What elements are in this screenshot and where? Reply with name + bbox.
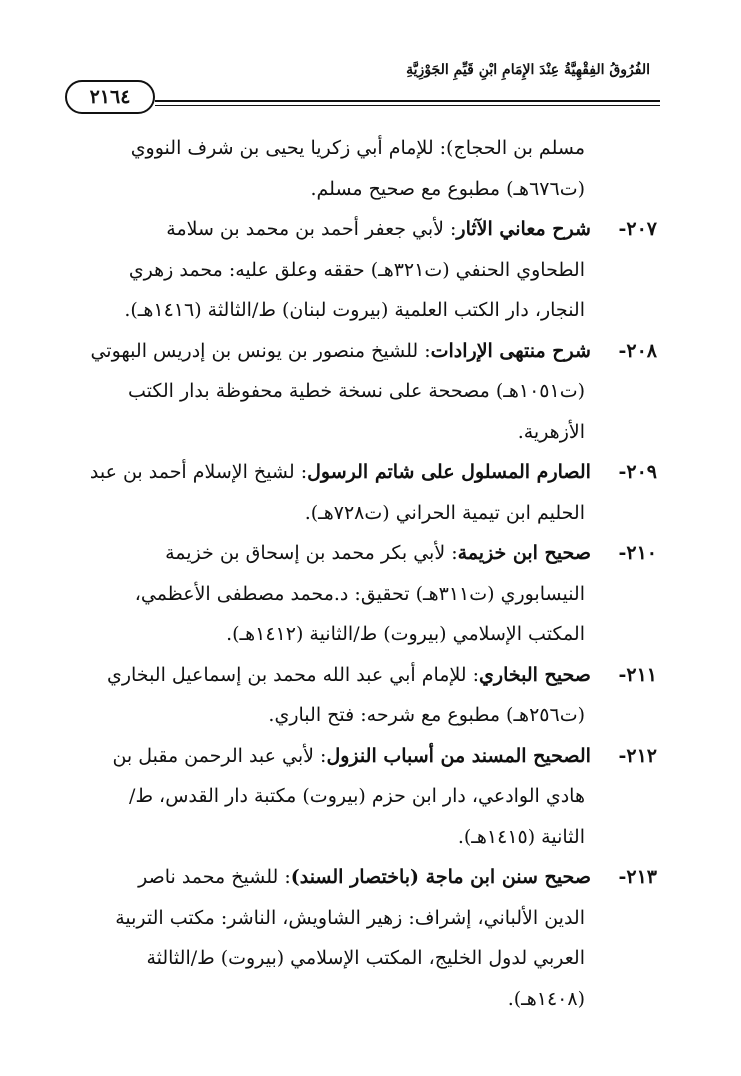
entry-text: العربي لدول الخليج، المكتب الإسلامي (بيروت) ط/الثالثة [146, 947, 585, 969]
bibliography-entry-continuation [75, 128, 657, 169]
entry-number: ٢١١- [618, 663, 657, 686]
entry-title: صحيح سنن ابن ماجة (باختصار السند) [290, 866, 591, 888]
bibliography-entry-continuation [75, 493, 657, 534]
entry-text: الطحاوي الحنفي (ت٣٢١هـ) حققه وعلق عليه: محمد زهري [128, 258, 585, 281]
bibliography-entry-continuation [75, 290, 657, 331]
bibliography-entry-continuation [75, 776, 657, 817]
entry-number: ٢١٢- [618, 744, 657, 767]
entry-text: الثانية (١٤١٥هـ). [457, 825, 585, 848]
page-number: ٢١٦٤ [65, 80, 155, 114]
bibliography-entry-first-line [75, 331, 657, 372]
bibliography-entry-continuation [75, 979, 657, 1020]
entry-number: ٢٠٨- [618, 339, 657, 362]
bibliography-entry-first-line [75, 533, 657, 574]
bibliography-entry-continuation [75, 898, 657, 939]
entry-text: : للشيخ محمد ناصر [138, 866, 291, 888]
entry-text: النيسابوري (ت٣١١هـ) تحقيق: د.محمد مصطفى الأعظمي، [134, 582, 585, 605]
bibliography-entry-continuation [75, 169, 657, 210]
entry-title: الصارم المسلول على شاتم الرسول [307, 461, 591, 483]
bibliography-entry-continuation [75, 250, 657, 291]
entry-text: : لأبي بكر محمد بن إسحاق بن خزيمة [165, 542, 458, 564]
entry-number: ٢١٠- [618, 542, 657, 564]
bibliography-entry-first-line [75, 655, 657, 696]
entry-title: شرح معاني الآثار [456, 218, 591, 240]
bibliography-entry-continuation [75, 371, 657, 412]
entry-text: الدين الألباني، إشراف: زهير الشاويش، الناشر: مكتب التربية [115, 906, 585, 929]
bibliography-list [75, 128, 657, 1019]
bibliography-entry-first-line [75, 857, 657, 898]
bibliography-entry-first-line [75, 452, 657, 493]
bibliography-entry-continuation [75, 817, 657, 858]
entry-text: الأزهرية. [517, 420, 585, 443]
entry-text: : لأبي عبد الرحمن مقبل بن [112, 744, 327, 767]
entry-text: : للشيخ منصور بن يونس بن إدريس البهوتي [90, 339, 431, 362]
entry-text: (ت١٠٥١هـ) مصححة على نسخة خطية محفوظة بدار الكتب [127, 380, 585, 402]
bibliography-entry-continuation [75, 412, 657, 453]
entry-text: (ت٢٥٦هـ) مطبوع مع شرحه: فتح الباري. [268, 704, 585, 726]
entry-text: المكتب الإسلامي (بيروت) ط/الثانية (١٤١٢هـ). [226, 623, 585, 645]
entry-number: ٢١٣- [618, 866, 657, 888]
entry-title: صحيح البخاري [479, 663, 591, 686]
bibliography-entry-continuation [75, 614, 657, 655]
entry-text: هادي الوادعي، دار ابن حزم (بيروت) مكتبة دار القدس، ط/ [129, 785, 585, 807]
bibliography-entry-continuation [75, 938, 657, 979]
entry-title: شرح منتهى الإرادات [430, 339, 591, 362]
bibliography-entry-first-line [75, 736, 657, 777]
bibliography-entry-continuation [75, 695, 657, 736]
entry-title: الصحيح المسند من أسباب النزول [326, 744, 591, 767]
entry-number: ٢٠٩- [618, 461, 657, 483]
entry-text: مسلم بن الحجاج): للإمام أبي زكريا يحيى بن شرف النووي [130, 137, 585, 159]
header-rule [155, 100, 660, 106]
entry-text: (١٤٠٨هـ). [507, 987, 585, 1010]
entry-text: : لأبي جعفر أحمد بن محمد بن سلامة [166, 218, 457, 240]
bibliography-entry-first-line [75, 209, 657, 250]
entry-text: (ت٦٧٦هـ) مطبوع مع صحيح مسلم. [310, 177, 585, 200]
running-head: الفُرُوقُ الفِقْهِيَّةُ عِنْدَ الإِمَامِ ابْنِ قَيِّمِ الجَوْزِيَّةِ [406, 62, 650, 78]
entry-text: : لشيخ الإسلام أحمد بن عبد [89, 461, 308, 483]
entry-text: النجار، دار الكتب العلمية (بيروت لبنان) ط/الثالثة (١٤١٦هـ). [124, 299, 585, 321]
bibliography-entry-continuation [75, 574, 657, 615]
entry-number: ٢٠٧- [618, 218, 657, 240]
entry-text: الحليم ابن تيمية الحراني (ت٧٢٨هـ). [304, 501, 585, 524]
entry-title: صحيح ابن خزيمة [457, 542, 591, 564]
entry-text: : للإمام أبي عبد الله محمد بن إسماعيل البخاري [106, 663, 480, 686]
